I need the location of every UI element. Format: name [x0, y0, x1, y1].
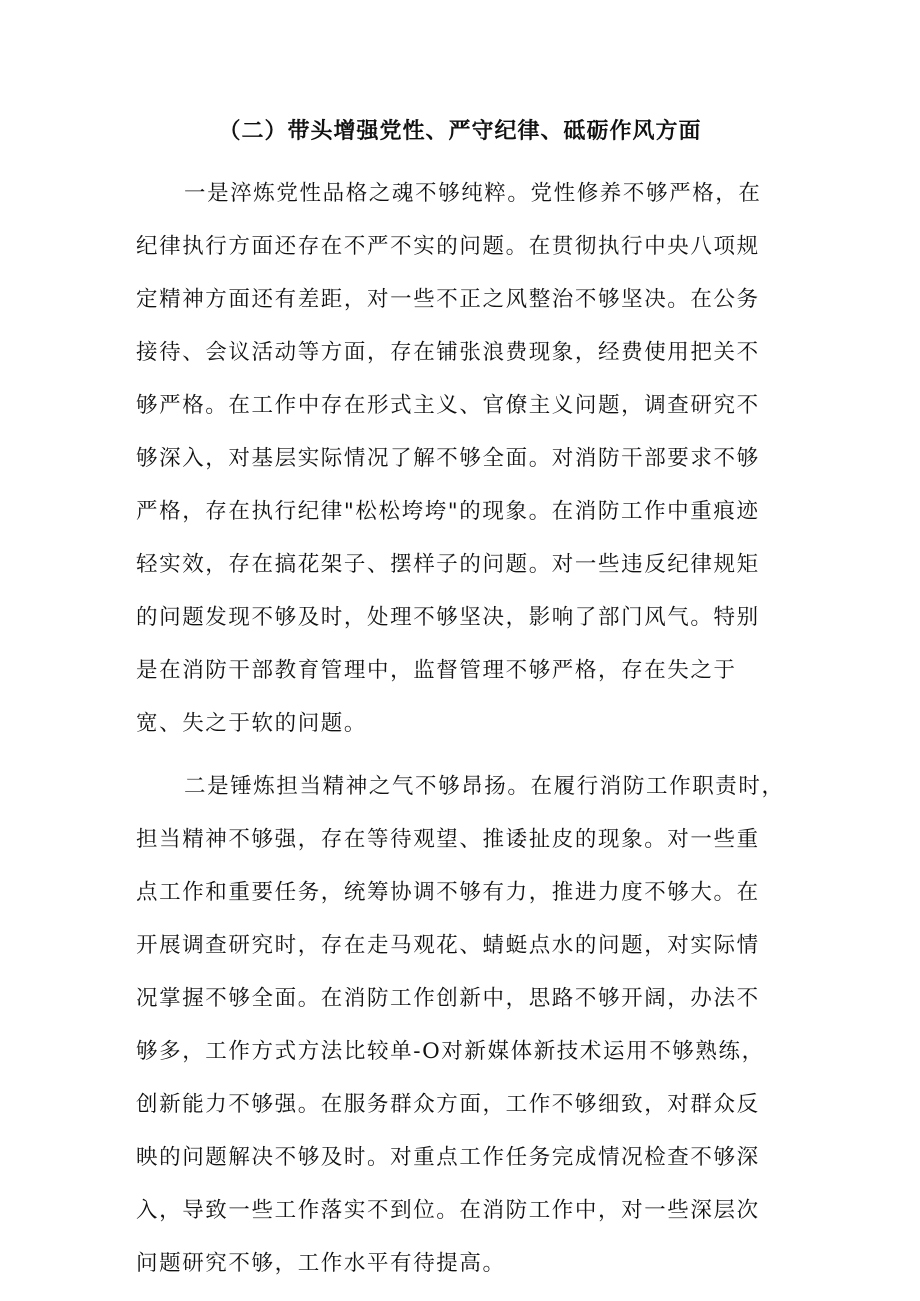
- paragraph-line: 点工作和重要任务，统筹协调不够有力，推进力度不够大。在: [136, 880, 760, 905]
- paragraph-line: 纪律执行方面还存在不严不实的问题。在贯彻执行中央八项规: [136, 234, 760, 259]
- paragraph-line: 轻实效，存在搞花架子、摆样子的问题。对一些违反纪律规矩: [136, 552, 760, 577]
- paragraph-line: 是在消防干部教育管理中，监督管理不够严格，存在失之于: [136, 658, 737, 683]
- paragraph-line: 映的问题解决不够及时。对重点工作任务完成情况检查不够深: [136, 1145, 760, 1170]
- paragraph-line: 问题研究不够，工作水平有待提高。: [136, 1251, 506, 1276]
- paragraph-line: 况掌握不够全面。在消防工作创新中，思路不够开阔，办法不: [136, 986, 760, 1011]
- paragraph-line: 接待、会议活动等方面，存在铺张浪费现象，经费使用把关不: [136, 340, 760, 365]
- section-heading: （二）带头增强党性、严守纪律、砥砺作风方面: [218, 119, 702, 144]
- paragraph-line: 够深入，对基层实际情况了解不够全面。对消防干部要求不够: [136, 446, 760, 471]
- paragraph-line: 担当精神不够强，存在等待观望、推诿扯皮的现象。对一些重: [136, 827, 760, 852]
- paragraph-line: 二是锤炼担当精神之气不够昂扬。在履行消防工作职责时，: [184, 774, 785, 799]
- paragraph-line: 一是淬炼党性品格之魂不够纯粹。党性修养不够严格，在: [184, 181, 762, 206]
- paragraph-line: 入，导致一些工作落实不到位。在消防工作中，对一些深层次: [136, 1198, 760, 1223]
- paragraph-line: 严格，存在执行纪律"松松垮垮"的现象。在消防工作中重痕迹: [136, 499, 760, 524]
- paragraph-line: 的问题发现不够及时，处理不够坚决，影响了部门风气。特别: [136, 605, 760, 630]
- paragraph-line: 够严格。在工作中存在形式主义、官僚主义问题，调查研究不: [136, 393, 760, 418]
- paragraph-line: 够多，工作方式方法比较单-O对新媒体新技术运用不够熟练，: [136, 1039, 765, 1064]
- paragraph-line: 定精神方面还有差距，对一些不正之风整治不够坚决。在公务: [136, 287, 760, 312]
- paragraph-line: 创新能力不够强。在服务群众方面，工作不够细致，对群众反: [136, 1092, 760, 1117]
- paragraph-line: 宽、失之于软的问题。: [136, 711, 368, 736]
- paragraph-line: 开展调查研究时，存在走马观花、蜻蜓点水的问题，对实际情: [136, 933, 760, 958]
